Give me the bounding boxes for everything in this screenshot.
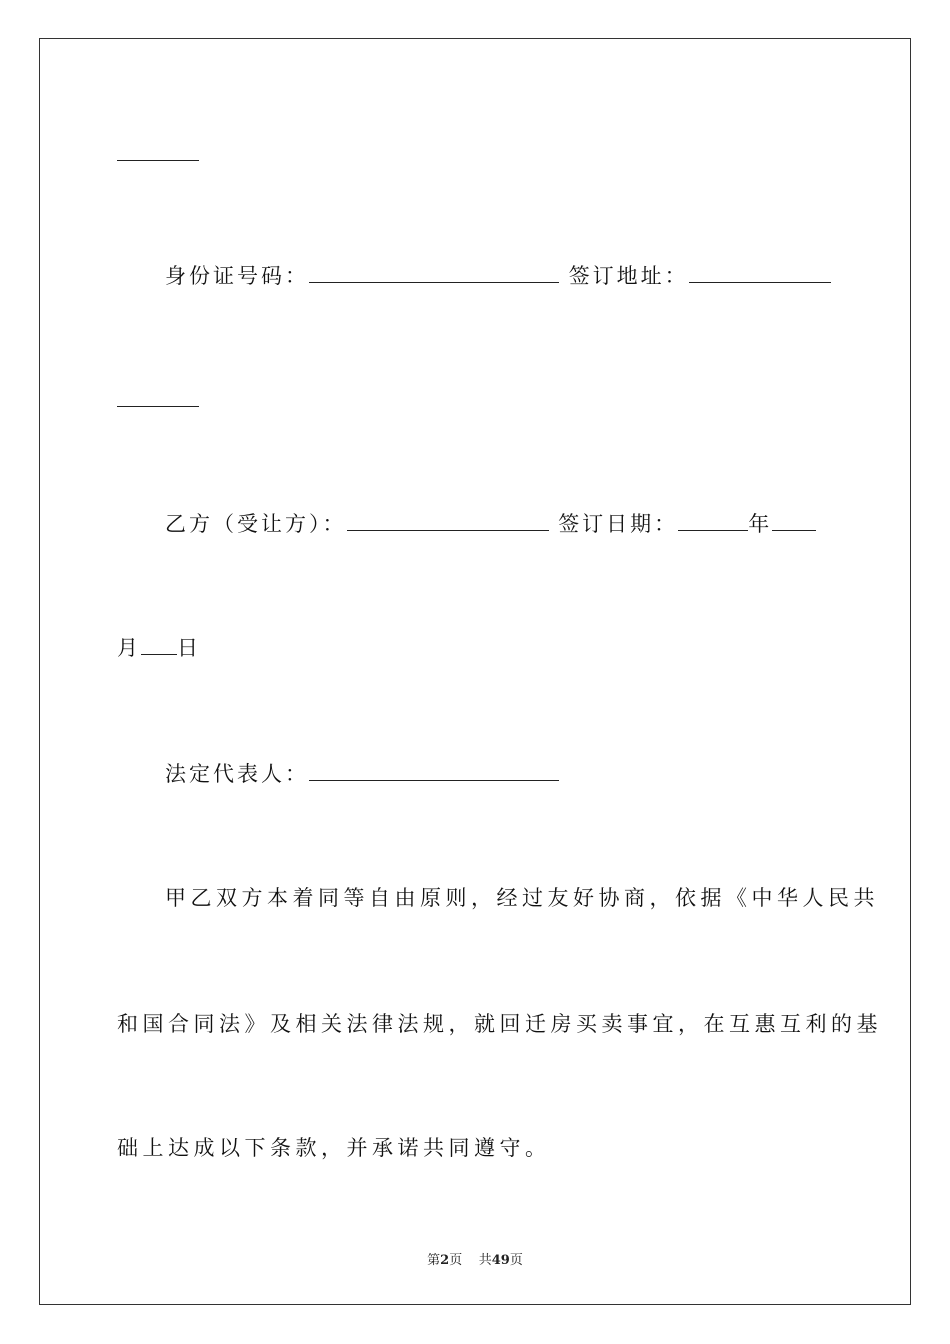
sign-address-label: 签订地址： xyxy=(568,264,689,288)
address-blank-continuation xyxy=(117,140,199,168)
party-b-row xyxy=(165,510,816,538)
page-prefix: 第 xyxy=(427,1253,441,1268)
total-prefix: 共 xyxy=(478,1253,492,1268)
page-footer xyxy=(0,1249,950,1268)
month-blank[interactable] xyxy=(772,510,816,531)
paragraph-line-3: 础上达成以下条款，并承诺共同遵守。 xyxy=(117,1136,551,1160)
day-char: 日 xyxy=(177,636,201,660)
party-b-label: 乙方（受让方）： xyxy=(165,512,347,536)
id-number-blank[interactable] xyxy=(309,262,559,283)
id-number-label: 身份证号码： xyxy=(165,264,309,288)
date-continuation-row xyxy=(117,634,201,662)
party-b-blank[interactable] xyxy=(347,510,549,531)
address-blank-continuation-2 xyxy=(117,386,199,414)
legal-rep-blank[interactable] xyxy=(309,760,559,781)
day-blank[interactable] xyxy=(141,634,177,655)
month-char: 月 xyxy=(117,636,141,660)
sign-date-label: 签订日期： xyxy=(558,512,679,536)
legal-rep-label: 法定代表人： xyxy=(165,762,309,786)
sign-address-blank[interactable] xyxy=(689,262,831,283)
paragraph-line-2: 和国合同法》及相关法律法规，就回迁房买卖事宜，在互惠互利的基 xyxy=(117,1012,882,1036)
legal-rep-row xyxy=(165,760,559,788)
total-suffix: 页 xyxy=(509,1253,523,1268)
total-pages-number: 49 xyxy=(491,1253,510,1268)
current-page-number: 2 xyxy=(440,1253,450,1268)
paragraph-line-1: 甲乙双方本着同等自由原则，经过友好协商，依据《中华人民共 xyxy=(165,886,879,910)
page-frame xyxy=(39,38,911,1305)
page-suffix: 页 xyxy=(449,1253,463,1268)
year-char: 年 xyxy=(748,512,773,536)
year-blank[interactable] xyxy=(678,510,748,531)
id-number-row xyxy=(165,262,831,290)
